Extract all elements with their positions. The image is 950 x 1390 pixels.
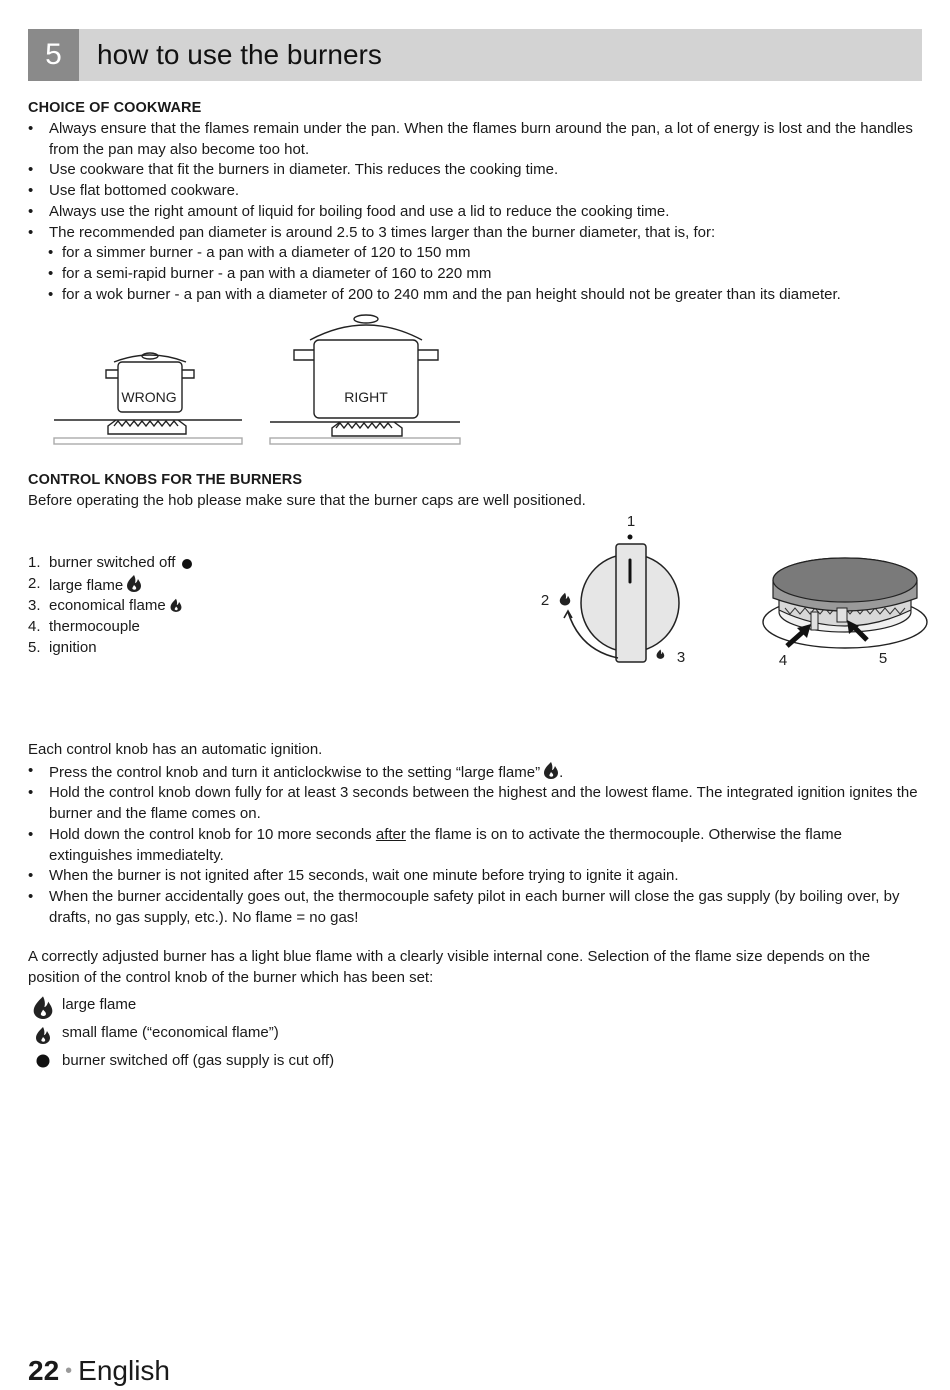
large-flame-icon xyxy=(32,995,54,1019)
pot-size-illustration xyxy=(50,310,470,450)
ignition-electrode xyxy=(837,608,847,622)
wrong-label: WRONG xyxy=(121,389,177,405)
burner-label-4: 4 xyxy=(778,652,788,669)
page-number: 22 xyxy=(28,1355,60,1386)
list-item: • Use flat bottomed cookware. xyxy=(28,181,922,202)
list-item: • The recommended pan diameter is around 2.5 to 3 times larger than the burner diameter, that is, for: xyxy=(28,223,922,244)
large-flame-icon xyxy=(126,574,142,592)
list-item: • When the burner is not ignited after 15 seconds, wait one minute before trying to ignite it again. xyxy=(28,866,922,887)
section-header xyxy=(28,29,922,81)
cookware-heading: CHOICE OF COOKWARE xyxy=(28,100,202,116)
section-number: 5 xyxy=(28,29,79,81)
flame-description: A correctly adjusted burner has a light blue flame with a clearly visible internal cone. Selection of the flame size depends on the position of the control knob of the burner which has been set: xyxy=(28,948,871,986)
dot-icon xyxy=(178,557,194,569)
burner-label-5: 5 xyxy=(878,650,888,667)
page-footer xyxy=(28,1355,170,1387)
list-item: • Always ensure that the flames remain under the pan. When the flames burn around the pan, a lot of energy is lost and the handles from the pan may also become too hot. xyxy=(28,119,922,160)
control-knob-diagram xyxy=(530,510,700,670)
dot-icon xyxy=(32,1051,54,1075)
footer-language: English xyxy=(78,1355,171,1386)
knobs-heading: CONTROL KNOBS FOR THE BURNERS xyxy=(28,472,303,488)
knob-label-3: 3 xyxy=(676,649,686,666)
knob-label-2: 2 xyxy=(540,592,550,609)
list-item: 1. burner switched off xyxy=(28,553,328,574)
list-item: 4. thermocouple xyxy=(28,618,140,636)
list-item: 3. economical flame xyxy=(28,596,328,617)
ignition-intro: Each control knob has an automatic ignition. xyxy=(28,741,323,758)
knob-label-1: 1 xyxy=(626,513,636,530)
list-item: 5. ignition xyxy=(28,638,97,656)
list-item: • Press the control knob and turn it anticlockwise to the setting “large flame” . xyxy=(28,761,922,784)
separator-dot: • xyxy=(65,1360,73,1382)
sub-list-item: • for a simmer burner - a pan with a diameter of 120 to 150 mm xyxy=(28,243,922,264)
thermocouple xyxy=(811,612,818,630)
list-item: • Always use the right amount of liquid for boiling food and use a lid to reduce the cooking time. xyxy=(28,202,922,223)
knob-legend-list xyxy=(28,553,328,659)
list-item: 2. large flame xyxy=(28,574,328,597)
small-flame-icon xyxy=(169,598,183,612)
large-flame-icon xyxy=(543,761,559,779)
small-flame-icon xyxy=(32,1023,54,1047)
sub-list-item: • for a wok burner - a pan with a diameter of 200 to 240 mm and the pan height should not be greater than its diameter. xyxy=(28,285,922,306)
page-title: how to use the burners xyxy=(97,39,382,70)
list-item: • When the burner accidentally goes out, the thermocouple safety pilot in each burner will close the gas supply (by boiling over, by drafts, no gas supply, etc.). No flame = no gas! xyxy=(28,887,922,928)
burner-diagram xyxy=(755,540,935,675)
sub-list-item: • for a semi-rapid burner - a pan with a diameter of 160 to 220 mm xyxy=(28,264,922,285)
knobs-intro: Before operating the hob please make sure that the burner caps are well positioned. xyxy=(28,492,586,509)
small-flame-icon xyxy=(657,650,665,659)
large-flame-icon xyxy=(560,593,571,606)
right-pot-figure xyxy=(270,315,460,444)
right-label: RIGHT xyxy=(344,389,388,405)
list-item: • Use cookware that fit the burners in diameter. This reduces the cooking time. xyxy=(28,160,922,181)
list-item: • Hold the control knob down fully for at least 3 seconds between the highest and the lowest flame. The integrated ignition ignites the burner and the flame comes on. xyxy=(28,783,922,824)
ignition-section xyxy=(28,740,922,928)
list-item: • Hold down the control knob for 10 more seconds after the flame is on to activate the thermocouple. Otherwise the flame extinguishes immediatelty. xyxy=(28,825,922,866)
cookware-list xyxy=(28,119,922,305)
